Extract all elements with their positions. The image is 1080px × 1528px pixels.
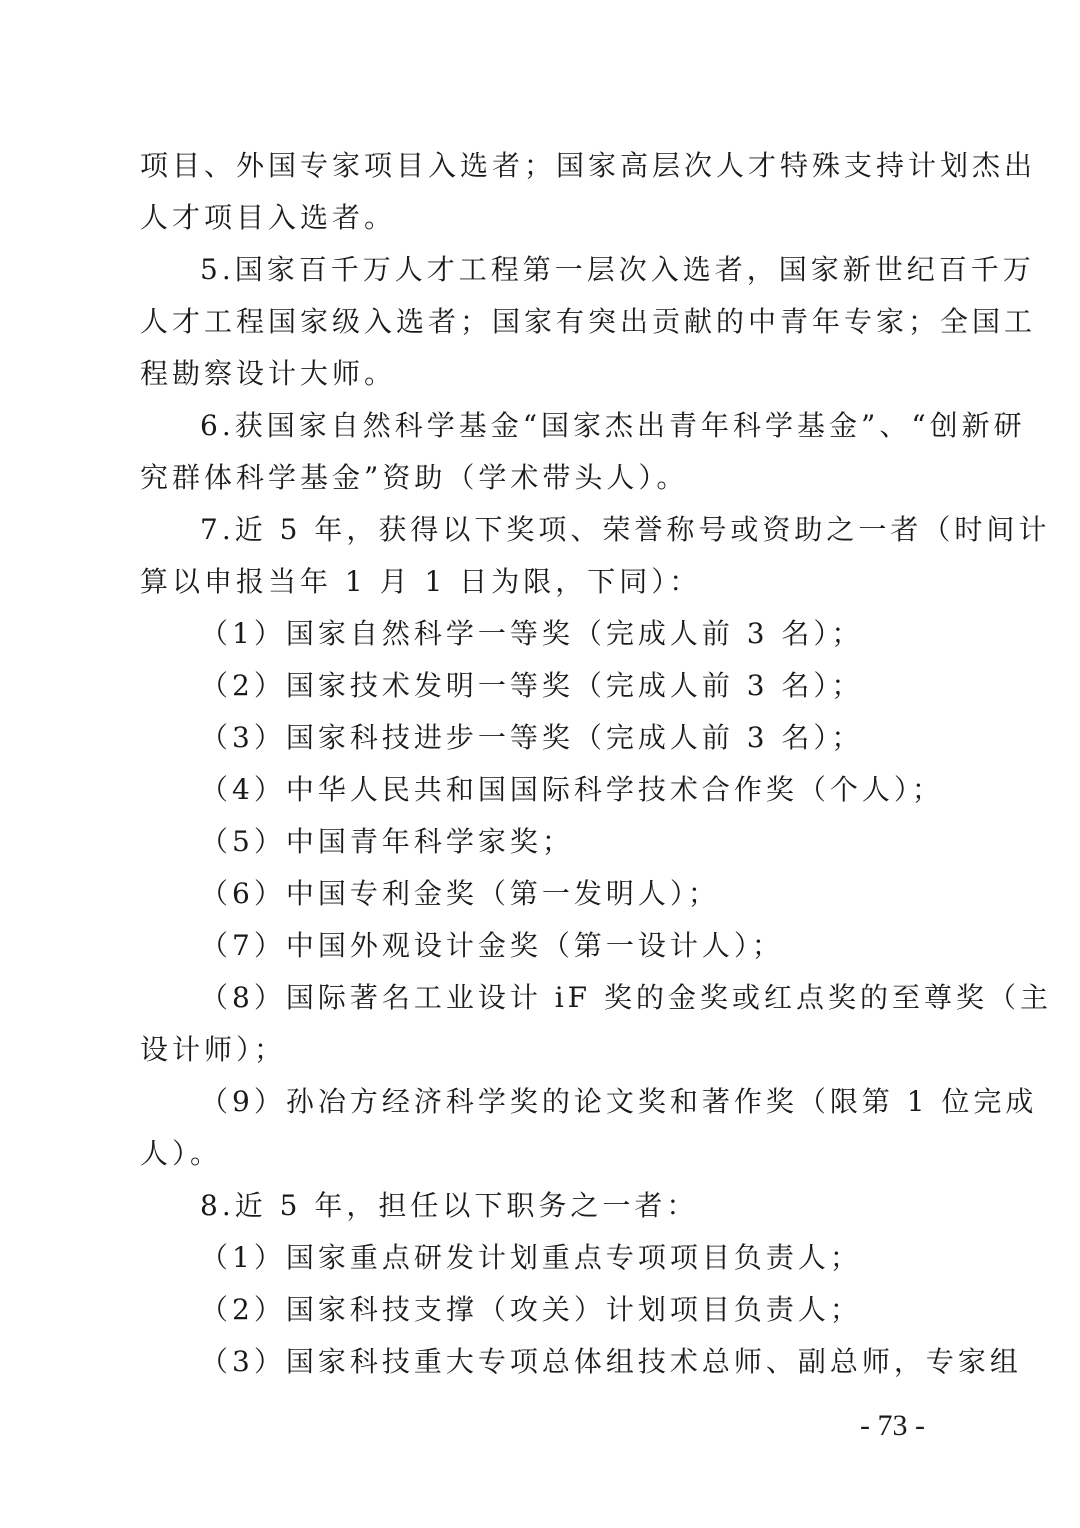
text-line: 程勘察设计大师。	[140, 357, 397, 390]
text-line: 项目、外国专家项目入选者；国家高层次人才特殊支持计划杰出	[140, 149, 1037, 182]
text-line: 究群体科学基金”资助（学术带头人）。	[140, 461, 689, 494]
text-line: （2）国家科技支撑（攻关）计划项目负责人；	[200, 1293, 862, 1326]
text-line: （3）国家科技重大专项总体组技术总师、副总师，专家组	[200, 1345, 1022, 1378]
text-line: （4）中华人民共和国国际科学技术合作奖（个人）；	[200, 773, 944, 806]
text-line: 6.获国家自然科学基金“国家杰出青年科学基金”、“创新研	[200, 409, 1026, 442]
document-body	[140, 140, 1053, 1388]
text-line: （9）孙冶方经济科学奖的论文奖和著作奖（限第 1 位完成	[200, 1085, 1038, 1118]
text-line: 人才工程国家级入选者；国家有突出贡献的中青年专家；全国工	[140, 305, 1037, 338]
text-line: （6）中国专利金奖（第一发明人）；	[200, 877, 720, 910]
text-line: 算以申报当年 1 月 1 日为限，下同）：	[140, 565, 702, 598]
text-line: （7）中国外观设计金奖（第一设计人）；	[200, 929, 784, 962]
text-line: （1）国家自然科学一等奖（完成人前 3 名）；	[200, 617, 864, 650]
text-line: 5.国家百千万人才工程第一层次入选者，国家新世纪百千万	[200, 253, 1035, 286]
text-line: 8.近 5 年，担任以下职务之一者：	[200, 1189, 699, 1222]
text-line: （1）国家重点研发计划重点专项项目负责人；	[200, 1241, 862, 1274]
text-line: 设计师）；	[140, 1033, 287, 1066]
text-line: 人才项目入选者。	[140, 201, 397, 234]
text-line: 人）。	[140, 1137, 223, 1170]
text-line: （5）中国青年科学家奖；	[200, 825, 574, 858]
page-number: - 73 -	[860, 1409, 925, 1442]
text-line: 7.近 5 年，获得以下奖项、荣誉称号或资助之一者（时间计	[200, 513, 1051, 546]
text-line: （3）国家科技进步一等奖（完成人前 3 名）；	[200, 721, 864, 754]
text-line: （2）国家技术发明一等奖（完成人前 3 名）；	[200, 669, 864, 702]
text-line: （8）国际著名工业设计 iF 奖的金奖或红点奖的至尊奖（主	[200, 981, 1053, 1014]
